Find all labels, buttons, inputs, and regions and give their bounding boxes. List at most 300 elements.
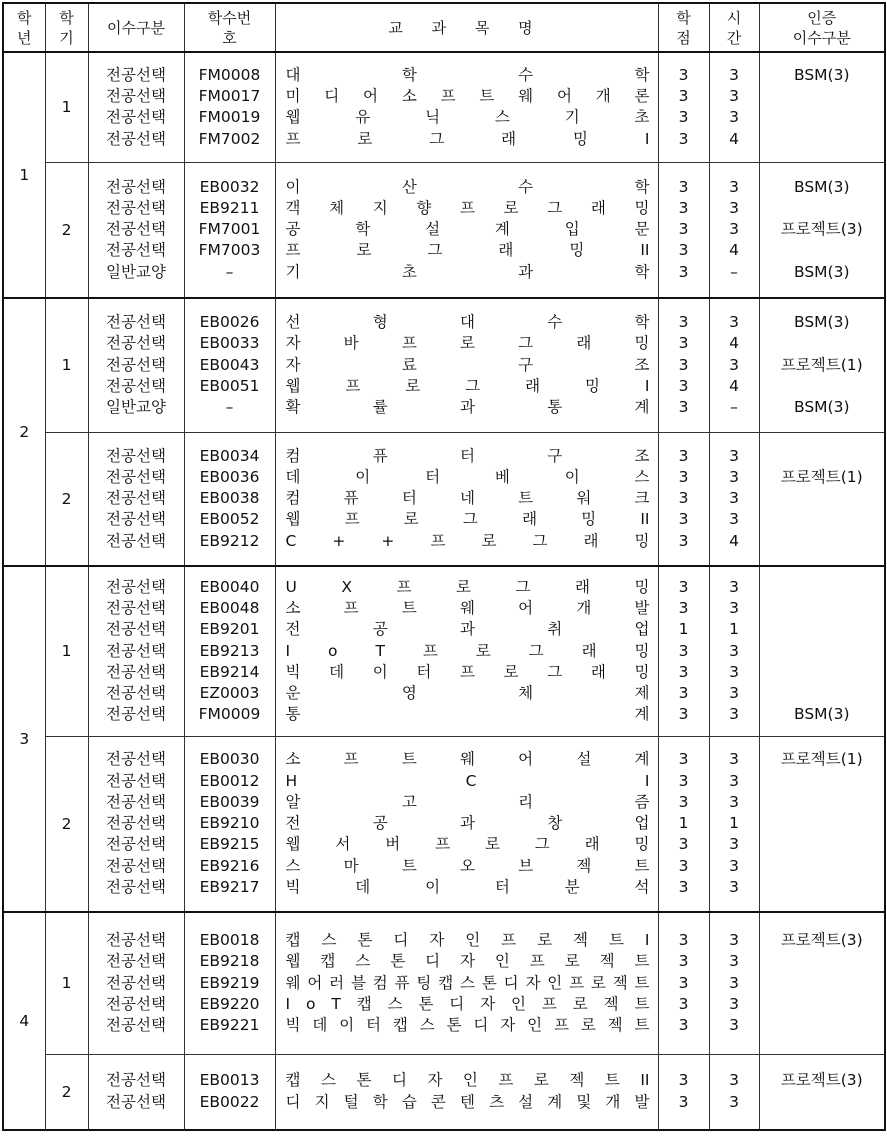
semester-cell: 1 — [45, 298, 88, 432]
header-code: 학수번 호 — [184, 3, 275, 52]
code-cell — [184, 566, 275, 736]
course-name-cell — [275, 298, 658, 432]
credit-cell-line: 3 — [678, 220, 689, 239]
hours-cell-line: 3 — [729, 952, 739, 971]
course-name: 웨 어 러 블 컴 퓨 팅 캡 스 톤 디 자 인 프 로 젝 트 — [285, 973, 650, 992]
code-cell-line: EB9201 — [199, 620, 260, 639]
category-cell-line: 전공선택 — [106, 771, 166, 790]
code-cell-line: EB0034 — [199, 446, 260, 465]
code-cell — [184, 432, 275, 566]
hours-cell-line: 3 — [729, 177, 739, 196]
credit-cell-line: 3 — [678, 510, 689, 529]
hours-cell-line: 3 — [729, 973, 739, 992]
code-cell-line: EB0022 — [199, 1092, 260, 1111]
hours-cell-line: 1 — [729, 814, 739, 833]
course-name: 웹 서 버 프 로 그 래 밍 — [285, 835, 650, 854]
cert-value — [760, 376, 885, 397]
code-cell-line: EB9213 — [199, 641, 260, 660]
category-cell — [88, 566, 184, 736]
cert-value — [760, 813, 885, 834]
code-cell — [184, 1054, 275, 1130]
code-cell-line: EB9221 — [199, 1016, 260, 1035]
course-name: 기 초 과 학 — [285, 262, 650, 281]
hours-cell-line: 3 — [729, 86, 739, 105]
code-cell-line: EB0048 — [199, 599, 260, 617]
credit-cell — [658, 566, 709, 736]
cert-value — [760, 488, 885, 509]
category-cell-line: 전공선택 — [106, 684, 166, 703]
curriculum-table — [2, 2, 886, 1131]
category-cell-line: 전공선택 — [106, 198, 166, 217]
hours-cell-line: 4 — [729, 334, 739, 353]
table-row — [3, 162, 885, 298]
semester-cell: 1 — [45, 52, 88, 162]
course-name: H C I — [285, 771, 650, 790]
credit-cell-line: 3 — [678, 177, 689, 196]
credit-cell-line: 3 — [678, 994, 689, 1013]
code-cell-line: EB9214 — [199, 662, 260, 681]
course-name: 캡 스 톤 디 자 인 프 로 젝 트 II — [285, 1071, 650, 1090]
code-cell-line: EB9212 — [199, 531, 260, 550]
category-cell-line: 전공선택 — [106, 531, 166, 550]
course-name: 웹 캡 스 톤 디 자 인 프 로 젝 트 — [285, 952, 650, 971]
course-name: 확 률 과 통 계 — [285, 398, 650, 417]
code-cell-line: EB9217 — [199, 877, 260, 896]
course-name: 컴 퓨 터 네 트 워 크 — [285, 489, 650, 508]
code-cell-line: EB9220 — [199, 994, 260, 1013]
cert-value — [760, 240, 885, 261]
code-cell-line: FM7003 — [198, 241, 261, 260]
category-cell-line: 전공선택 — [106, 129, 166, 148]
code-cell-line: EB0018 — [199, 931, 260, 949]
cert-value: BSM(3) — [793, 177, 850, 196]
cert-value — [760, 834, 885, 855]
credit-cell-line: 3 — [678, 1016, 689, 1035]
code-cell-line: – — [225, 398, 234, 417]
hours-cell-line: 3 — [729, 1092, 739, 1111]
course-name: 웹 프 로 그 래 밍 II — [285, 510, 650, 529]
hours-cell-line: 3 — [729, 877, 739, 896]
category-cell-line: 전공선택 — [106, 108, 166, 127]
credit-cell-line: 1 — [678, 620, 689, 639]
category-cell — [88, 52, 184, 162]
cert-cell — [759, 432, 885, 566]
course-name: 객 체 지 향 프 로 그 래 밍 — [285, 198, 650, 217]
code-cell — [184, 52, 275, 162]
credit-cell-line: 3 — [678, 467, 689, 486]
category-cell-line: 전공선택 — [106, 877, 166, 896]
hours-cell — [709, 1054, 759, 1130]
credit-cell-line: 3 — [678, 398, 689, 417]
credit-cell — [658, 52, 709, 162]
credit-cell-line: 3 — [678, 1092, 689, 1111]
category-cell-line: 전공선택 — [106, 220, 166, 239]
credit-cell-line: 3 — [678, 1071, 689, 1090]
hours-cell-line: 3 — [729, 994, 739, 1013]
course-name: 빅 데 이 터 캡 스 톤 디 자 인 프 로 젝 트 — [285, 1016, 650, 1035]
credit-cell-line: 3 — [678, 489, 689, 508]
cert-value: BSM(3) — [793, 65, 850, 84]
credit-cell-line: 3 — [678, 835, 689, 854]
code-cell-line: EB9215 — [199, 835, 260, 854]
cert-value — [760, 198, 885, 219]
cert-value — [760, 973, 885, 994]
hours-cell-line: 3 — [729, 856, 739, 875]
semester-cell: 2 — [45, 432, 88, 566]
credit-cell-line: 3 — [678, 684, 689, 703]
course-name: 자 바 프 로 그 래 밍 — [285, 334, 650, 353]
course-name-cell — [275, 432, 658, 566]
code-cell-line: EB0036 — [199, 467, 260, 486]
code-cell — [184, 736, 275, 912]
category-cell-line: 전공선택 — [106, 446, 166, 465]
table-row — [3, 1054, 885, 1130]
hours-cell-line: 3 — [729, 510, 739, 529]
credit-cell-line: 3 — [678, 313, 689, 331]
code-cell-line: EB9216 — [199, 856, 260, 875]
year-cell: 4 — [3, 912, 45, 1130]
code-cell-line: FM7002 — [198, 129, 261, 148]
category-cell-line: 전공선택 — [106, 856, 166, 875]
category-cell-line: 전공선택 — [106, 334, 166, 353]
hours-cell-line: 3 — [729, 577, 739, 596]
cert-value: BSM(3) — [793, 313, 850, 331]
category-cell-line: 전공선택 — [106, 662, 166, 681]
course-name: 이 산 수 학 — [285, 177, 650, 196]
course-name: 알 고 리 즘 — [285, 792, 650, 811]
cert-value: 프로젝트(3) — [780, 220, 863, 239]
category-cell-line: 전공선택 — [106, 1016, 166, 1035]
semester-cell: 2 — [45, 162, 88, 298]
course-name: 선 형 대 수 학 — [285, 313, 650, 331]
credit-cell-line: 3 — [678, 705, 689, 724]
cert-value — [760, 86, 885, 107]
hours-cell — [709, 912, 759, 1054]
course-name: 공 학 설 계 입 문 — [285, 220, 650, 239]
course-name: 대 학 수 학 — [285, 65, 650, 84]
table-row — [3, 52, 885, 162]
cert-value — [760, 598, 885, 619]
code-cell — [184, 162, 275, 298]
course-name-cell — [275, 912, 658, 1054]
cert-value — [760, 1092, 885, 1113]
code-cell-line: – — [225, 262, 234, 281]
credit-cell-line: 3 — [678, 334, 689, 353]
hours-cell-line: 4 — [729, 376, 739, 395]
category-cell-line: 전공선택 — [106, 313, 166, 331]
course-name: 스 마 트 오 브 젝 트 — [285, 856, 650, 875]
cert-value: 프로젝트(1) — [780, 467, 863, 486]
course-name: I o T 캡 스 톤 디 자 인 프 로 젝 트 — [285, 994, 650, 1013]
cert-cell — [759, 52, 885, 162]
category-cell-line: 전공선택 — [106, 641, 166, 660]
hours-cell-line: 3 — [729, 835, 739, 854]
cert-value — [760, 792, 885, 813]
hours-cell-line: 3 — [729, 108, 739, 127]
credit-cell — [658, 432, 709, 566]
hours-cell-line: 3 — [729, 446, 739, 465]
hours-cell — [709, 162, 759, 298]
code-cell — [184, 912, 275, 1054]
code-cell-line: EB0051 — [199, 376, 260, 395]
cert-value — [760, 509, 885, 530]
category-cell-line: 전공선택 — [106, 994, 166, 1013]
course-name-cell — [275, 1054, 658, 1130]
credit-cell-line: 3 — [678, 531, 689, 550]
code-cell — [184, 298, 275, 432]
hours-cell-line: 3 — [729, 313, 739, 331]
category-cell-line: 전공선택 — [106, 467, 166, 486]
credit-cell-line: 3 — [678, 641, 689, 660]
category-cell-line: 전공선택 — [106, 792, 166, 811]
credit-cell-line: 3 — [678, 792, 689, 811]
cert-value: 프로젝트(3) — [780, 931, 863, 949]
course-name: 소 프 트 웨 어 개 발 — [285, 599, 650, 617]
course-name: C + + 프 로 그 래 밍 — [285, 531, 650, 550]
cert-value — [760, 577, 885, 598]
category-cell — [88, 912, 184, 1054]
category-cell-line: 전공선택 — [106, 355, 166, 374]
code-cell-line: EB9211 — [199, 198, 260, 217]
cert-value — [760, 877, 885, 898]
course-name: 데 이 터 베 이 스 — [285, 467, 650, 486]
category-cell-line: 전공선택 — [106, 705, 166, 724]
course-name-cell — [275, 52, 658, 162]
category-cell — [88, 162, 184, 298]
cert-value — [760, 951, 885, 972]
cert-cell — [759, 912, 885, 1054]
code-cell-line: EB0030 — [199, 750, 260, 769]
cert-value — [760, 129, 885, 150]
code-cell-line: EB0038 — [199, 489, 260, 508]
category-cell-line: 전공선택 — [106, 177, 166, 196]
course-name: 전 공 과 창 업 — [285, 814, 650, 833]
category-cell — [88, 298, 184, 432]
header-year: 학 년 — [3, 3, 45, 52]
course-name: 운 영 체 제 — [285, 684, 650, 703]
category-cell-line: 전공선택 — [106, 577, 166, 596]
hours-cell-line: 3 — [729, 599, 739, 617]
credit-cell-line: 3 — [678, 446, 689, 465]
hours-cell-line: 3 — [729, 662, 739, 681]
hours-cell-line: 3 — [729, 684, 739, 703]
category-cell-line: 전공선택 — [106, 620, 166, 639]
category-cell-line: 전공선택 — [106, 952, 166, 971]
hours-cell-line: 3 — [729, 641, 739, 660]
hours-cell-line: – — [730, 262, 738, 281]
course-name: I o T 프 로 그 래 밍 — [285, 641, 650, 660]
table-row — [3, 298, 885, 432]
hours-cell-line: 3 — [729, 1071, 739, 1090]
cert-value — [760, 446, 885, 467]
category-cell-line: 전공선택 — [106, 489, 166, 508]
credit-cell — [658, 1054, 709, 1130]
cert-value: BSM(3) — [793, 262, 850, 281]
credit-cell-line: 3 — [678, 262, 689, 281]
course-name: 컴 퓨 터 구 조 — [285, 446, 650, 465]
cert-value — [760, 107, 885, 128]
course-name: 소 프 트 웨 어 설 계 — [285, 750, 650, 769]
credit-cell-line: 3 — [678, 931, 689, 949]
category-cell-line: 일반교양 — [106, 262, 166, 281]
category-cell-line: 전공선택 — [106, 973, 166, 992]
credit-cell-line: 3 — [678, 376, 689, 395]
code-cell-line: EB0043 — [199, 355, 260, 374]
course-name: 프 로 그 래 밍 I — [285, 129, 650, 148]
credit-cell — [658, 912, 709, 1054]
cert-cell — [759, 736, 885, 912]
hours-cell-line: 4 — [729, 241, 739, 260]
code-cell-line: FM7001 — [198, 220, 261, 239]
category-cell-line: 전공선택 — [106, 750, 166, 769]
category-cell-line: 전공선택 — [106, 1071, 166, 1090]
course-name: 캡 스 톤 디 자 인 프 로 젝 트 I — [285, 931, 650, 949]
cert-value — [760, 531, 885, 552]
course-name: 웹 유 닉 스 기 초 — [285, 108, 650, 127]
semester-cell: 2 — [45, 736, 88, 912]
cert-value — [760, 1015, 885, 1036]
cert-cell — [759, 566, 885, 736]
credit-cell-line: 3 — [678, 577, 689, 596]
cert-cell — [759, 298, 885, 432]
code-cell-line: EB0052 — [199, 510, 260, 529]
hours-cell — [709, 432, 759, 566]
credit-cell-line: 3 — [678, 241, 689, 260]
hours-cell-line: – — [730, 398, 738, 417]
code-cell-line: EB9218 — [199, 952, 260, 971]
hours-cell-line: 3 — [729, 65, 739, 84]
course-name: U X 프 로 그 래 밍 — [285, 577, 650, 596]
credit-cell-line: 3 — [678, 662, 689, 681]
hours-cell-line: 3 — [729, 705, 739, 724]
header-cert: 인증 이수구분 — [759, 3, 885, 52]
cert-cell — [759, 1054, 885, 1130]
year-cell: 2 — [3, 298, 45, 566]
credit-cell-line: 3 — [678, 599, 689, 617]
course-name: 통 계 — [285, 705, 650, 724]
credit-cell-line: 3 — [678, 973, 689, 992]
course-name: 웹 프 로 그 래 밍 I — [285, 376, 650, 395]
code-cell-line: FM0017 — [198, 86, 261, 105]
category-cell — [88, 432, 184, 566]
code-cell-line: EB0013 — [199, 1071, 260, 1090]
hours-cell-line: 3 — [729, 355, 739, 374]
cert-value — [760, 856, 885, 877]
semester-cell: 1 — [45, 912, 88, 1054]
code-cell-line: EB0039 — [199, 792, 260, 811]
category-cell-line: 전공선택 — [106, 814, 166, 833]
cert-value — [760, 619, 885, 640]
year-cell: 3 — [3, 566, 45, 912]
course-name: 미 디 어 소 프 트 웨 어 개 론 — [285, 86, 650, 105]
course-name-cell — [275, 566, 658, 736]
hours-cell — [709, 52, 759, 162]
credit-cell — [658, 162, 709, 298]
credit-cell — [658, 298, 709, 432]
credit-cell-line: 3 — [678, 355, 689, 374]
credit-cell-line: 3 — [678, 198, 689, 217]
hours-cell-line: 3 — [729, 771, 739, 790]
cert-value: 프로젝트(3) — [780, 1071, 863, 1090]
course-name-cell — [275, 162, 658, 298]
credit-cell-line: 3 — [678, 877, 689, 896]
semester-cell: 1 — [45, 566, 88, 736]
cert-value: 프로젝트(1) — [780, 750, 863, 769]
course-name: 전 공 과 취 업 — [285, 620, 650, 639]
hours-cell-line: 3 — [729, 1016, 739, 1035]
table-row — [3, 432, 885, 566]
code-cell-line: EB0033 — [199, 334, 260, 353]
course-name: 자 료 구 조 — [285, 355, 650, 374]
header-course-name: 교 과 목 명 — [275, 3, 658, 52]
hours-cell-line: 4 — [729, 531, 739, 550]
code-cell-line: FM0008 — [198, 65, 261, 84]
code-cell-line: EB0032 — [199, 177, 260, 196]
hours-cell-line: 3 — [729, 792, 739, 811]
category-cell-line: 전공선택 — [106, 931, 166, 949]
code-cell-line: EZ0003 — [199, 684, 260, 703]
cert-cell — [759, 162, 885, 298]
header-hours: 시 간 — [709, 3, 759, 52]
header-credit: 학 점 — [658, 3, 709, 52]
header-row — [3, 3, 885, 52]
credit-cell-line: 3 — [678, 129, 689, 148]
category-cell-line: 전공선택 — [106, 1092, 166, 1111]
credit-cell-line: 3 — [678, 952, 689, 971]
course-name: 디 지 털 학 습 콘 텐 츠 설 계 및 개 발 — [285, 1092, 650, 1111]
category-cell — [88, 1054, 184, 1130]
hours-cell-line: 3 — [729, 220, 739, 239]
code-cell-line: EB0012 — [199, 771, 260, 790]
code-cell-line: EB9219 — [199, 973, 260, 992]
course-name: 빅 데 이 터 분 석 — [285, 877, 650, 896]
hours-cell — [709, 736, 759, 912]
semester-cell: 2 — [45, 1054, 88, 1130]
code-cell-line: EB0026 — [199, 313, 260, 331]
category-cell-line: 전공선택 — [106, 835, 166, 854]
cert-value — [760, 683, 885, 704]
hours-cell-line: 3 — [729, 931, 739, 949]
credit-cell-line: 3 — [678, 856, 689, 875]
hours-cell-line: 1 — [729, 620, 739, 639]
category-cell — [88, 736, 184, 912]
hours-cell-line: 3 — [729, 198, 739, 217]
category-cell-line: 전공선택 — [106, 86, 166, 105]
cert-value — [760, 994, 885, 1015]
category-cell-line: 전공선택 — [106, 599, 166, 617]
cert-value: BSM(3) — [793, 398, 850, 417]
hours-cell-line: 4 — [729, 129, 739, 148]
hours-cell — [709, 298, 759, 432]
code-cell-line: FM0009 — [198, 705, 261, 724]
course-name-cell — [275, 736, 658, 912]
table-row — [3, 736, 885, 912]
table-row — [3, 566, 885, 736]
cert-value: 프로젝트(1) — [780, 355, 863, 374]
code-cell-line: EB0040 — [199, 577, 260, 596]
header-semester: 학 기 — [45, 3, 88, 52]
hours-cell-line: 3 — [729, 750, 739, 769]
year-cell: 1 — [3, 52, 45, 298]
cert-value: BSM(3) — [793, 705, 850, 724]
credit-cell-line: 3 — [678, 86, 689, 105]
credit-cell-line: 3 — [678, 771, 689, 790]
credit-cell-line: 3 — [678, 65, 689, 84]
credit-cell-line: 3 — [678, 108, 689, 127]
course-name: 프 로 그 래 밍 II — [285, 241, 650, 260]
header-category: 이수구분 — [88, 3, 184, 52]
hours-cell — [709, 566, 759, 736]
